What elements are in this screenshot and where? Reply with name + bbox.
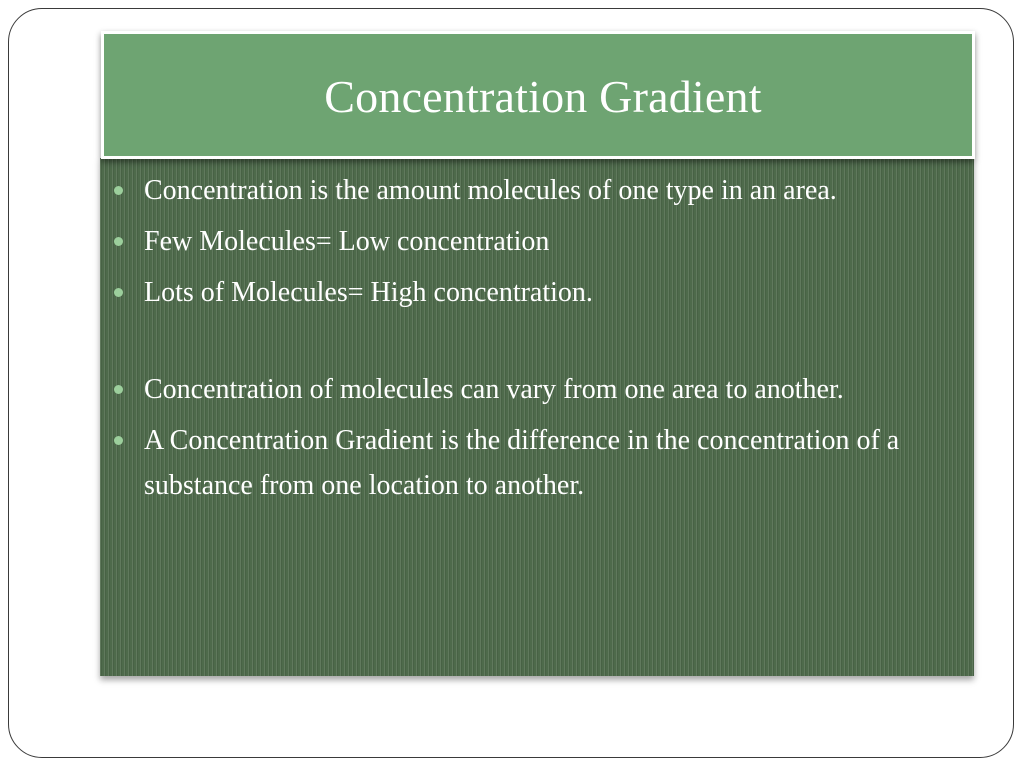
bullet-text: Lots of Molecules= High concentration. [144, 277, 593, 308]
bullet-dot-icon [114, 288, 123, 297]
bullet-text: Few Molecules= Low concentration [144, 226, 550, 257]
bullet-text: A Concentration Gradient is the difference in the concentration of a substance from one location to another. [144, 425, 900, 501]
bullet-dot-icon [114, 186, 123, 195]
bullet-list [112, 168, 932, 514]
bullet-item [112, 168, 932, 213]
slide-title: Concentration Gradient [324, 70, 762, 122]
bullet-item [112, 270, 932, 315]
bullet-item [112, 418, 932, 508]
bullet-text: Concentration is the amount molecules of one type in an area. [144, 175, 837, 206]
bullet-dot-icon [114, 237, 123, 246]
bullet-text: Concentration of molecules can vary from one area to another. [144, 374, 844, 405]
bullet-dot-icon [114, 385, 123, 394]
bullet-item [112, 367, 932, 412]
bullet-item [112, 219, 932, 264]
title-banner [101, 31, 975, 159]
bullet-dot-icon [114, 436, 123, 445]
